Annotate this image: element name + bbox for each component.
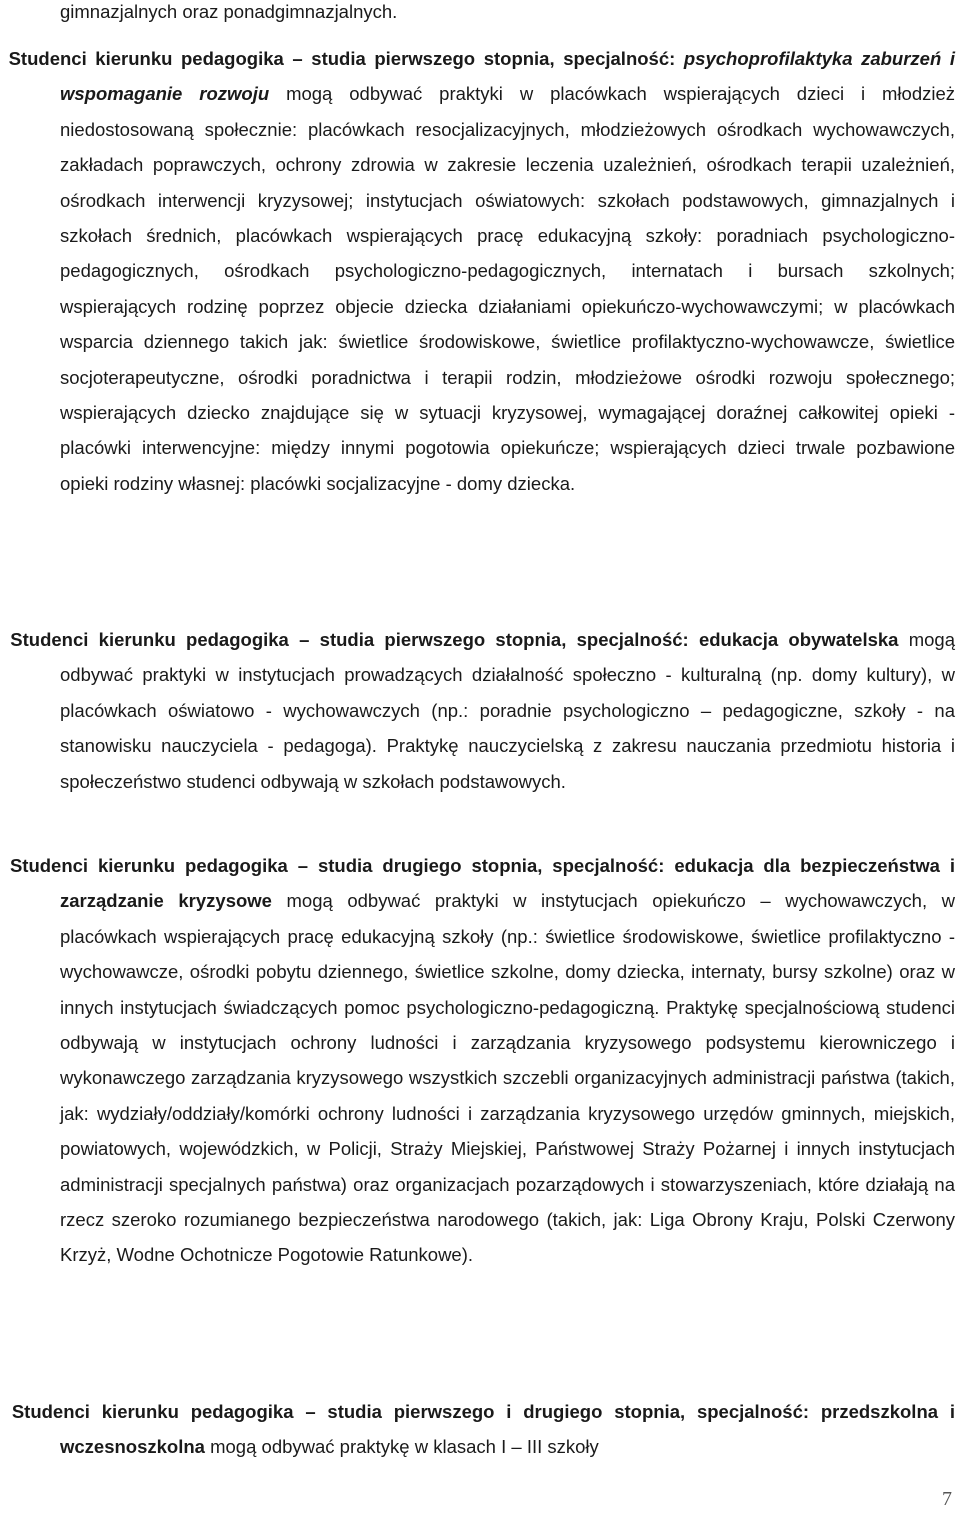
section-lead: Studenci kierunku pedagogika – studia drugiego stopnia, specjalność: edukacja dla bezpieczeństwa i zarządzanie kryzysowe [9, 855, 955, 912]
section-body: mogą odbywać praktyki w placówkach wspierających dzieci i młodzież niedostosowaną społecznie: placówkach resocjalizacyjnych, młodzieżowych ośrodkach wychowawczych, zakładach poprawczych, ochrony zdrowia w zakresie leczenia uzależnień, ośrodkach terapii uzależnień, ośrodkach interwencji kryzysowej; instytucjach oświatowych: szkołach podstawowych, gimnazjalnych i szkołach średnich, placówkach wspierających pracę edukacyjną szkoły: poradniach psychologiczno-pedagogicznych, ośrodkach psychologiczno-pedagogicznych, internatach i bursach szkolnych; wspierających rodzinę poprzez objecie dziecka działaniami opiekuńczo-wychowawczymi; w placówkach wsparcia dziennego takich jak: świetlice środowiskowe, świetlice profilaktyczno-wychowawcze, świetlice socjoterapeutyczne, ośrodki poradnictwa i terapii rodzin, młodzieżowe ośrodki rozwoju społecznego; wspierających dziecko znajdujące się w sytuacji kryzysowej, wymagającej doraźnej całkowitej opieki - placówki interwencyjne: między innymi pogotowia opiekuńcze; wspierających dzieci trwale pozbawione opieki rodziny własnej: placówki socjalizacyjne - domy dziecka. [60, 83, 956, 494]
page-number: 7 [942, 1488, 952, 1510]
section-3-7 [8, 41, 956, 501]
section-3-10 [11, 1394, 955, 1465]
section-lead: Studenci kierunku pedagogika – studia pierwszego stopnia, specjalność: edukacja obywatelska [10, 629, 899, 650]
section-lead: Studenci kierunku pedagogika – studia pierwszego stopnia, specjalność: [8, 48, 676, 69]
continuation-line: gimnazjalnych oraz ponadgimnazjalnych. [60, 1, 398, 22]
section-lead: Studenci kierunku pedagogika – studia pierwszego i drugiego stopnia, specjalność: przedszkolna i wczesnoszkolna [11, 1401, 955, 1458]
section-3-9 [9, 848, 955, 1273]
section-3-8 [10, 622, 956, 799]
section-body: mogą odbywać praktykę w klasach I – III szkoły [210, 1436, 599, 1458]
section-body: mogą odbywać praktyki w instytucjach opiekuńczo – wychowawczych, w placówkach wspierających pracę edukacyjną szkoły (np.: świetlice środowiskowe, świetlice profilaktyczno - wychowawcze, ośrodki pobytu dziennego, świetlice szkolne, domy dziecka, internaty, bursy szkolne) oraz w innych instytucjach świadczących pomoc psychologiczno-pedagogiczną. Praktykę specjalnościową studenci odbywają w instytucjach ochrony ludności i zarządzania kryzysowego podsystemu kierowniczego i wykonawczego zarządzania kryzysowego wszystkich szczebli organizacyjnych administracji państwa (takich, jak: wydziały/oddziały/komórki ochrony ludności i zarządzania kryzysowego urzędów gminnych, miejskich, powiatowych, wojewódzkich, w Policji, Straży Miejskiej, Państwowej Straży Pożarnej i innych instytucjach administracji specjalnych państwa) oraz organizacjach pozarządowych i stowarzyszeniach, które działają na rzecz szeroko rozumianego bezpieczeństwa narodowego (takich, jak: Liga Obrony Kraju, Polski Czerwony Krzyż, Wodne Ochotnicze Pogotowie Ratunkowe). [60, 890, 955, 1266]
section-body: mogą odbywać praktyki w instytucjach prowadzących działalność społeczno - kulturalną (np. domy kultury), w placówkach oświatowo - wychowawczych (np.: poradnie psychologiczno – pedagogiczne, szkoły - na stanowisku nauczyciela - pedagoga). Praktykę nauczycielską z zakresu nauczania przedmiotu historia i społeczeństwo studenci odbywają w szkołach podstawowych. [60, 629, 956, 792]
specialty-name: psychoprofilaktyka zaburzeń i wspomaganie rozwoju [60, 48, 955, 105]
